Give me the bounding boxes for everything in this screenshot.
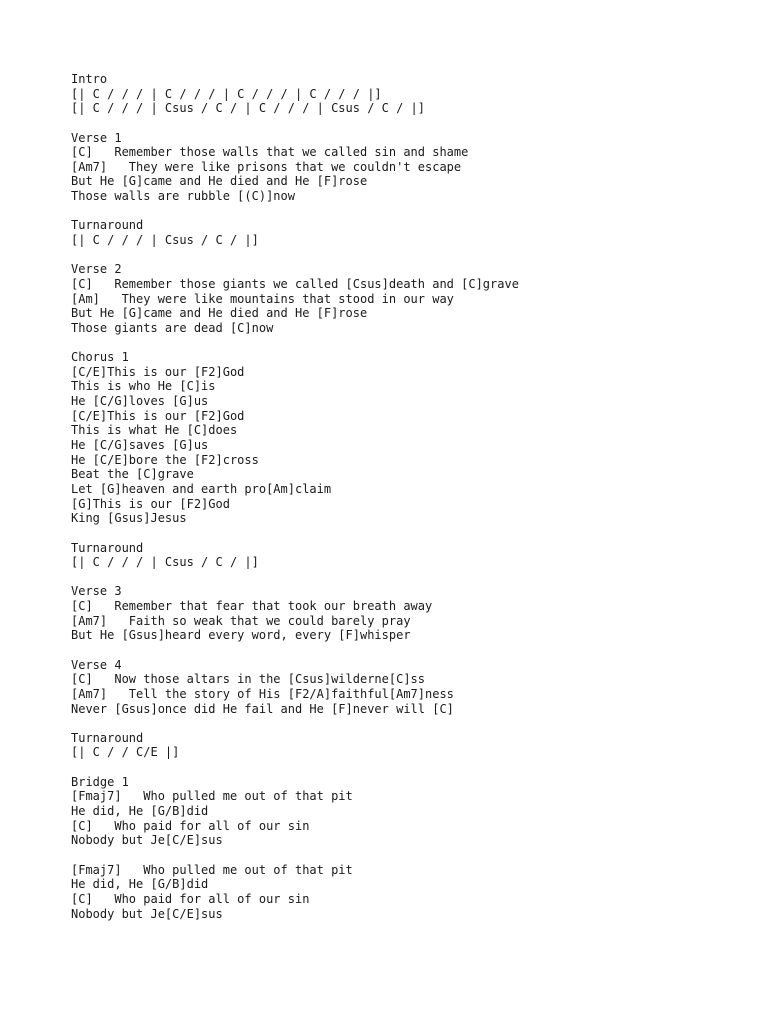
song-section	[71, 72, 751, 116]
lyric-chord-line: [| C / / / | Csus / C / |]	[71, 233, 259, 248]
lyric-chord-line: [Fmaj7] Who pulled me out of that pit	[71, 789, 353, 804]
lyric-chord-line: Nobody but Je[C/E]sus	[71, 833, 223, 848]
lyric-chord-line: Those giants are dead [C]now	[71, 320, 274, 335]
lyric-chord-line: [C/E]This is our [F2]God	[71, 364, 245, 379]
lyric-chord-line: [G]This is our [F2]God	[71, 496, 230, 511]
lyric-chord-line: Nobody but Je[C/E]sus	[71, 906, 223, 921]
lyric-chord-line: [| C / / / | C / / / | C / / / | C / / / |]	[71, 86, 382, 101]
section-heading: Verse 4	[71, 657, 122, 672]
lyric-chord-line: Those walls are rubble [(C)]now	[71, 189, 295, 204]
section-heading: Bridge 1	[71, 774, 129, 789]
lyric-chord-line: Beat the [C]grave	[71, 467, 194, 482]
section-heading: Intro	[71, 72, 108, 86]
lyric-chord-line: But He [G]came and He died and He [F]rose	[71, 306, 368, 321]
lyric-chord-line: Let [G]heaven and earth pro[Am]claim	[71, 481, 332, 496]
lyric-chord-line: But He [Gsus]heard every word, every [F]whisper	[71, 628, 411, 643]
section-heading: Verse 1	[71, 130, 122, 145]
song-section	[71, 218, 751, 247]
lyric-chord-line: [C] Who paid for all of our sin	[71, 891, 310, 906]
lyric-chord-line: He did, He [G/B]did	[71, 877, 209, 892]
section-heading: Verse 3	[71, 584, 122, 599]
lyric-chord-line: This is who He [C]is	[71, 379, 216, 394]
section-heading: Turnaround	[71, 730, 144, 745]
lyric-chord-line: [C/E]This is our [F2]God	[71, 408, 245, 423]
chord-sheet	[71, 72, 751, 936]
lyric-chord-line: Never [Gsus]once did He fail and He [F]never will [C]	[71, 701, 454, 716]
section-heading: Turnaround	[71, 218, 144, 233]
lyric-chord-line: [C] Now those altars in the [Csus]wilderne[C]ss	[71, 672, 426, 687]
lyric-chord-line: [C] Who paid for all of our sin	[71, 818, 310, 833]
lyric-chord-line: King [Gsus]Jesus	[71, 511, 187, 526]
lyric-chord-line: He did, He [G/B]did	[71, 804, 209, 819]
song-section	[71, 584, 751, 643]
lyric-chord-line: [| C / / C/E |]	[71, 745, 180, 760]
lyric-chord-line: [| C / / / | Csus / C / | C / / / | Csus / C / |]	[71, 101, 426, 116]
lyric-chord-line: [C] Remember those walls that we called sin and shame	[71, 145, 469, 160]
song-section	[71, 731, 751, 760]
lyric-chord-line: [Am7] They were like prisons that we couldn't escape	[71, 159, 462, 174]
section-heading: Chorus 1	[71, 350, 129, 365]
lyric-chord-line: He [C/G]loves [G]us	[71, 394, 209, 409]
song-section	[71, 863, 751, 922]
song-section	[71, 658, 751, 717]
lyric-chord-line: [Am7] Tell the story of His [F2/A]faithful[Am7]ness	[71, 686, 454, 701]
lyric-chord-line: He [C/G]saves [G]us	[71, 438, 209, 453]
lyric-chord-line: [C] Remember that fear that took our breath away	[71, 599, 433, 614]
song-section	[71, 262, 751, 335]
section-heading: Turnaround	[71, 540, 144, 555]
lyric-chord-line: [Am] They were like mountains that stood in our way	[71, 291, 454, 306]
lyric-chord-line: [Am7] Faith so weak that we could barely pray	[71, 613, 411, 628]
song-section	[71, 775, 751, 848]
song-section	[71, 131, 751, 204]
lyric-chord-line: [C] Remember those giants we called [Csus]death and [C]grave	[71, 276, 519, 291]
section-heading: Verse 2	[71, 262, 122, 277]
lyric-chord-line: He [C/E]bore the [F2]cross	[71, 452, 259, 467]
song-section	[71, 350, 751, 526]
song-section	[71, 541, 751, 570]
lyric-chord-line: [| C / / / | Csus / C / |]	[71, 555, 259, 570]
lyric-chord-line: [Fmaj7] Who pulled me out of that pit	[71, 862, 353, 877]
lyric-chord-line: This is what He [C]does	[71, 423, 238, 438]
lyric-chord-line: But He [G]came and He died and He [F]rose	[71, 174, 368, 189]
